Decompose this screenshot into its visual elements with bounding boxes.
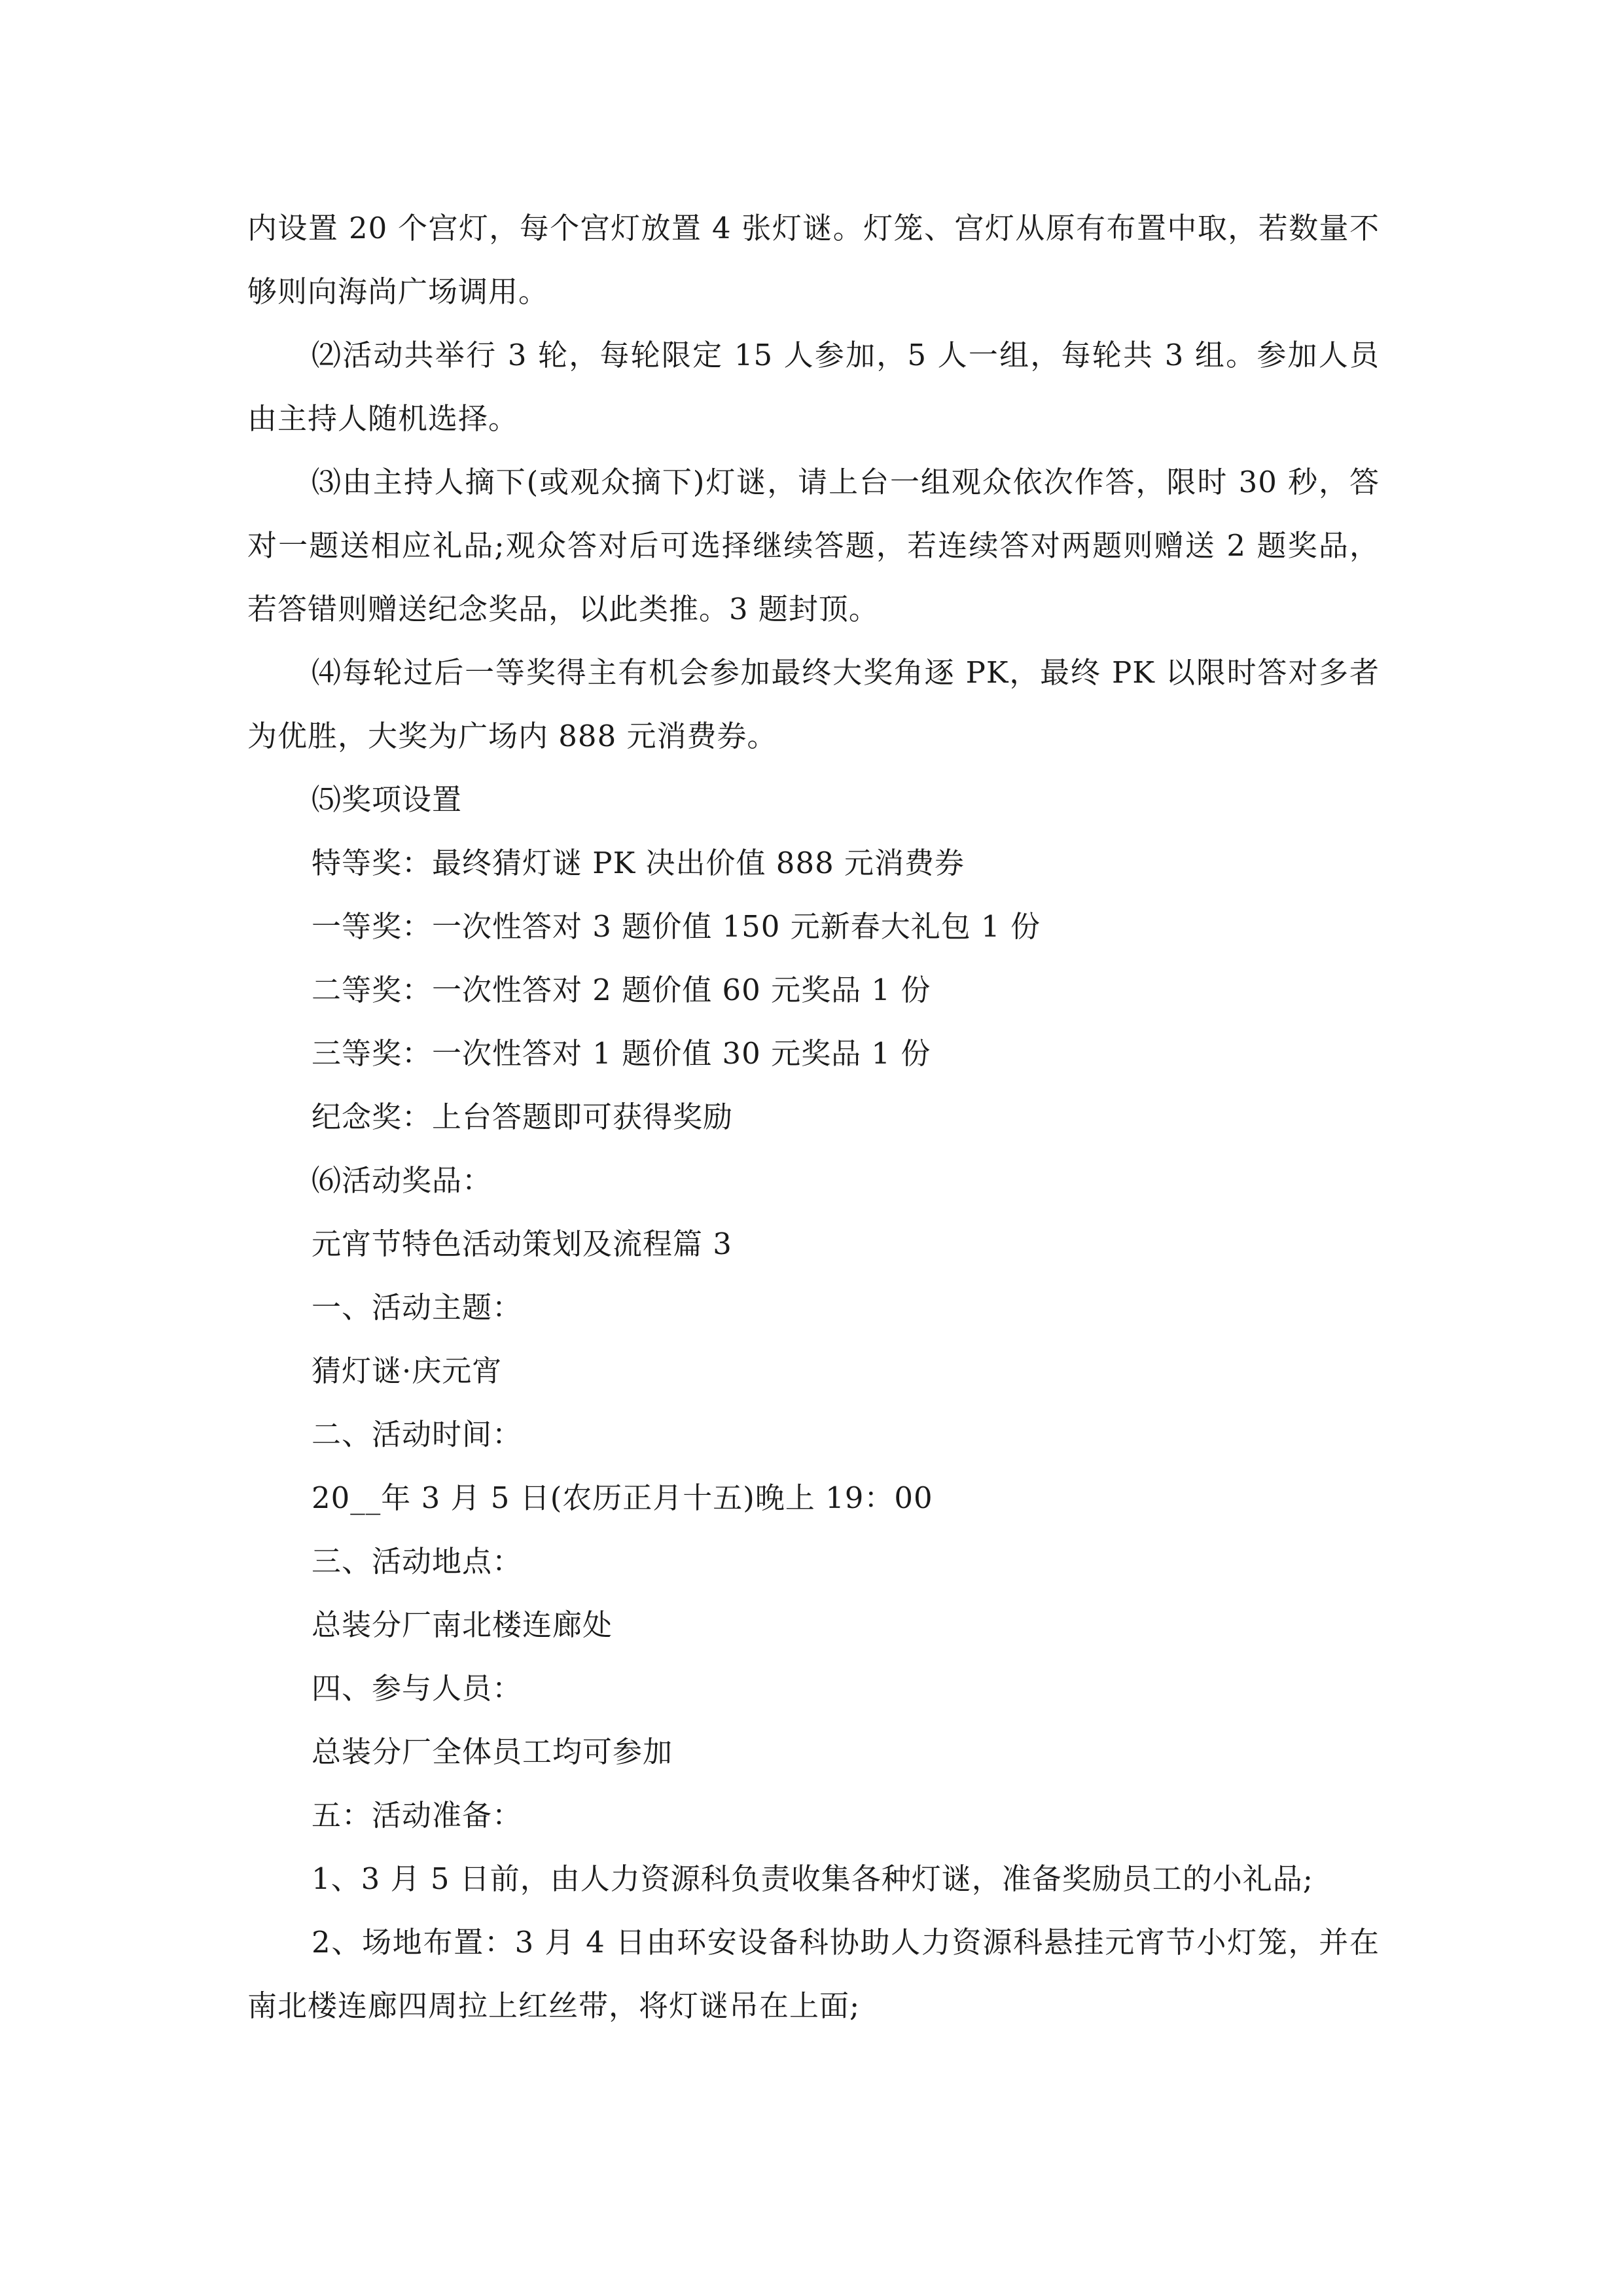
prize-first: 一等奖：一次性答对 3 题价值 150 元新春大礼包 1 份 bbox=[312, 909, 1041, 944]
heading-prize-settings: ⑸奖项设置 bbox=[312, 782, 463, 817]
heading-location: 三、活动地点： bbox=[312, 1544, 523, 1579]
document-body bbox=[247, 196, 1380, 2037]
prize-special: 特等奖：最终猜灯谜 PK 决出价值 888 元消费券 bbox=[312, 846, 965, 880]
paragraph-rounds: ⑵活动共举行 3 轮，每轮限定 15 人参加，5 人一组，每轮共 3 组。参加人员由主持人随机选择。 bbox=[247, 338, 1380, 436]
paragraph-final-pk: ⑷每轮过后一等奖得主有机会参加最终大奖角逐 PK，最终 PK 以限时答对多者为优胜，大奖为广场内 888 元消费券。 bbox=[247, 655, 1380, 753]
prize-souvenir: 纪念奖：上台答题即可获得奖励 bbox=[312, 1100, 734, 1134]
section-title-part-3: 元宵节特色活动策划及流程篇 3 bbox=[312, 1227, 732, 1261]
heading-participants: 四、参与人员： bbox=[312, 1671, 523, 1706]
time-value: 20__年 3 月 5 日(农历正月十五)晚上 19：00 bbox=[312, 1480, 933, 1515]
paragraph-answering-rules: ⑶由主持人摘下(或观众摘下)灯谜，请上台一组观众依次作答，限时 30 秒，答对一题送相应礼品;观众答对后可选择继续答题，若连续答对两题则赠送 2 题奖品，若答错则赠送纪念奖品，以此类推。3 题封顶。 bbox=[247, 465, 1380, 626]
heading-theme: 一、活动主题： bbox=[312, 1290, 523, 1325]
prize-second: 二等奖：一次性答对 2 题价值 60 元奖品 1 份 bbox=[312, 973, 931, 1007]
heading-time: 二、活动时间： bbox=[312, 1417, 523, 1452]
theme-value: 猜灯谜·庆元宵 bbox=[312, 1354, 503, 1388]
preparation-item-2: 2、场地布置：3 月 4 日由环安设备科协助人力资源科悬挂元宵节小灯笼，并在南北楼连廊四周拉上红丝带，将灯谜吊在上面; bbox=[247, 1925, 1380, 2023]
paragraph-lantern-setup: 内设置 20 个宫灯，每个宫灯放置 4 张灯谜。灯笼、宫灯从原有布置中取，若数量不够则向海尚广场调用。 bbox=[247, 211, 1380, 309]
participants-value: 总装分厂全体员工均可参加 bbox=[312, 1734, 673, 1769]
heading-activity-prizes: ⑹活动奖品： bbox=[312, 1163, 493, 1198]
location-value: 总装分厂南北楼连廊处 bbox=[312, 1607, 613, 1642]
heading-preparation: 五：活动准备： bbox=[312, 1798, 523, 1833]
prize-third: 三等奖：一次性答对 1 题价值 30 元奖品 1 份 bbox=[312, 1036, 931, 1071]
preparation-item-1: 1、3 月 5 日前，由人力资源科负责收集各种灯谜，准备奖励员工的小礼品; bbox=[312, 1861, 1313, 1896]
